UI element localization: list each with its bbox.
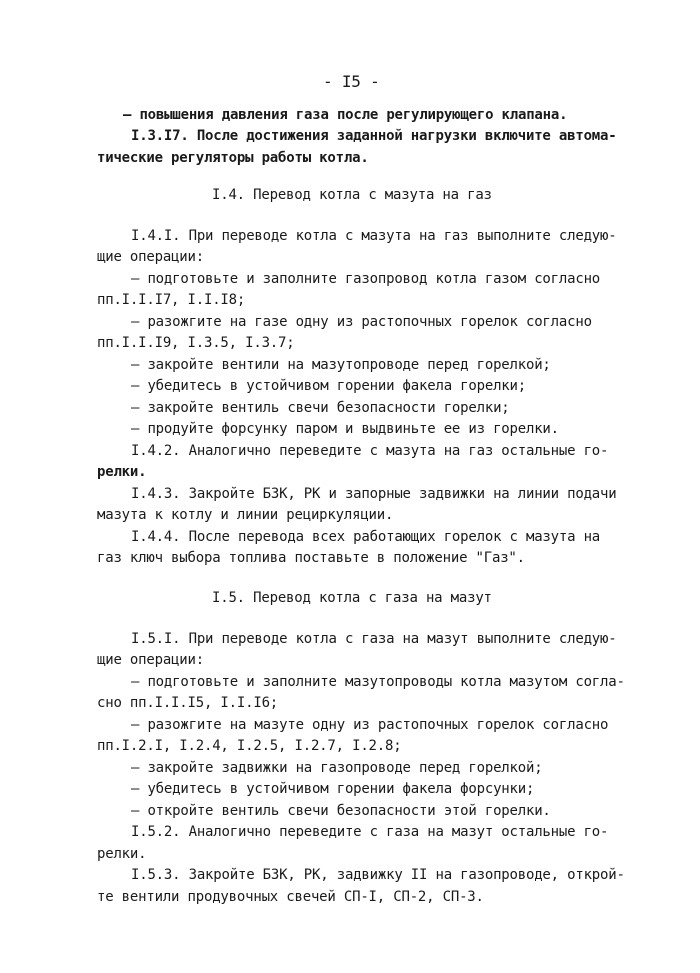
text-line: сно пп.I.I.I5, I.I.I6;: [97, 695, 279, 711]
section-heading: I.5. Перевод котла с газа на мазут: [212, 590, 492, 606]
text-line: – закройте вентиль свечи безопасности горелки;: [131, 400, 510, 416]
text-line: I.4.4. После перевода всех работающих горелок с мазута на: [131, 529, 601, 545]
text-line: I.5.3. Закройте БЗК, РК, задвижку II на газопроводе, открой-: [131, 867, 625, 883]
text-line: I.3.I7. После достижения заданной нагрузки включите автома-: [131, 128, 617, 144]
text-line: – продуйте форсунку паром и выдвиньте ее из горелки.: [131, 421, 559, 437]
text-line: – откройте вентиль свечи безопасности этой горелки.: [131, 803, 551, 819]
text-line: мазута к котлу и линии рециркуляции.: [97, 507, 394, 523]
text-line: I.4.I. При переводе котла с мазута на газ выполните следую-: [131, 228, 617, 244]
text-line: пп.I.I.I7, I.I.I8;: [97, 292, 246, 308]
text-line: I.5.2. Аналогично переведите с газа на мазут остальные го-: [131, 824, 609, 840]
text-line: – повышения давления газа после регулирующего клапана.: [123, 107, 568, 123]
text-line: щие операции:: [97, 249, 204, 265]
text-line: щие операции:: [97, 652, 204, 668]
text-line: I.4.3. Закройте БЗК, РК и запорные задвижки на линии подачи: [131, 486, 617, 502]
text-line: I.4.2. Аналогично переведите с мазута на газ остальные го-: [131, 443, 609, 459]
text-line: – разожгите на газе одну из растопочных горелок согласно: [131, 314, 592, 330]
text-line: пп.I.I.I9, I.3.5, I.3.7;: [97, 335, 295, 351]
text-line: I.5.I. При переводе котла с газа на мазут выполните следую-: [131, 631, 617, 647]
text-line: те вентили продувочных свечей СП-I, СП-2, СП-3.: [97, 889, 484, 905]
text-line: газ ключ выбора топлива поставьте в положение "Газ".: [97, 550, 525, 566]
text-line: – подготовьте и заполните газопровод котла газом согласно: [131, 271, 601, 287]
page-number: - I5 -: [323, 72, 380, 91]
text-line: – закройте вентили на мазутопроводе перед горелкой;: [131, 357, 551, 373]
text-line: – убедитесь в устойчивом горении факела горелки;: [131, 378, 526, 394]
text-line: – подготовьте и заполните мазутопроводы котла мазутом согла-: [131, 674, 625, 690]
text-line: пп.I.2.I, I.2.4, I.2.5, I.2.7, I.2.8;: [97, 738, 402, 754]
text-line: – убедитесь в устойчивом горении факела форсунки;: [131, 781, 535, 797]
text-line: релки.: [97, 464, 147, 480]
section-heading: I.4. Перевод котла с мазута на газ: [212, 187, 492, 203]
text-line: релки.: [97, 846, 147, 862]
text-line: – разожгите на мазуте одну из растопочных горелок согласно: [131, 717, 609, 733]
text-line: – закройте задвижки на газопроводе перед горелкой;: [131, 760, 543, 776]
text-line: тические регуляторы работы котла.: [97, 150, 369, 166]
